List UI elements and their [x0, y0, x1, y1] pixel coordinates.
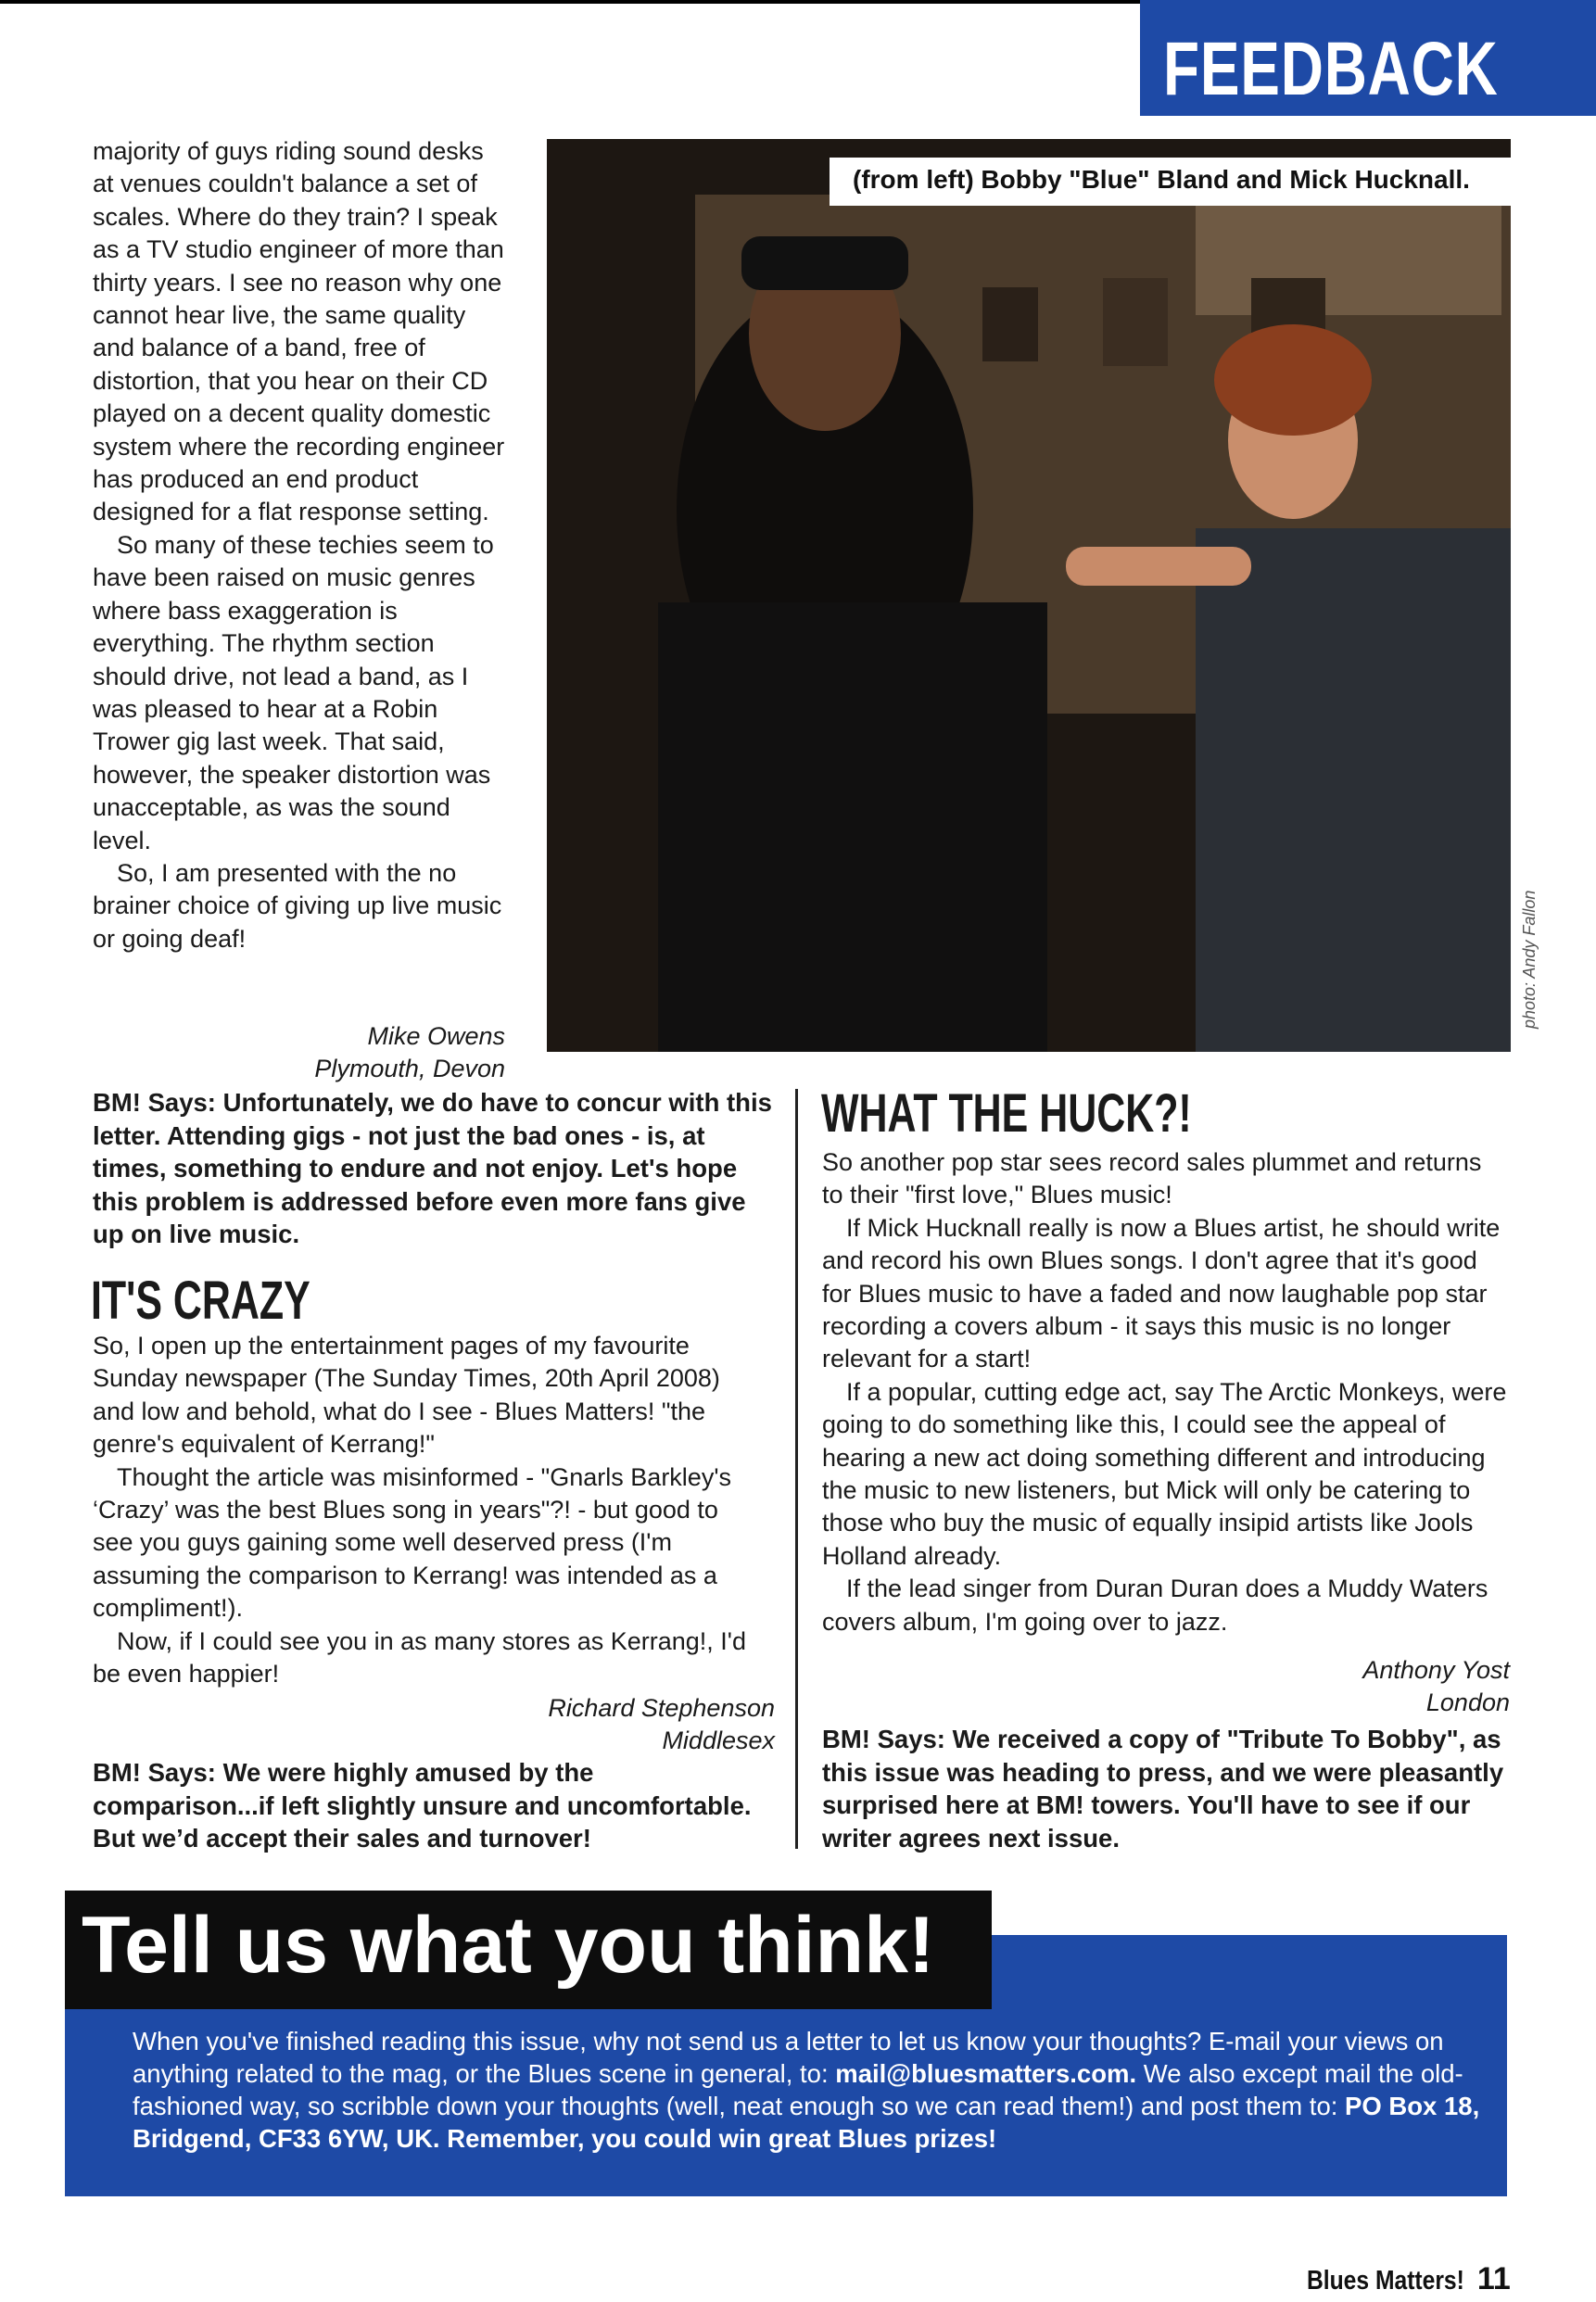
- letter-2-bm-says: BM! Says: We were highly amused by the comparison...if left slightly unsure and uncomfortable. But we’d accept their sales and turnover!: [93, 1758, 752, 1853]
- letter-3-location: London: [1425, 1689, 1510, 1717]
- letter-3: [822, 1146, 1508, 1638]
- letter-3-bm-says: BM! Says: We received a copy of "Tribute To Bobby", as this issue was heading to press, and we were pleasantly surprised here at BM! towers. You'll have to see if our writer agrees next issue.: [822, 1725, 1504, 1853]
- photo: [547, 139, 1511, 1052]
- letter-3-paragraph-1: So another pop star sees record sales plummet and returns to their "first love," Blues music!: [822, 1148, 1482, 1209]
- column-divider: [795, 1089, 798, 1849]
- letter-2: [93, 1330, 760, 1690]
- photo-illustration: [547, 139, 1511, 1052]
- letter-1-location: Plymouth, Devon: [314, 1055, 505, 1083]
- page-footer: [1279, 2261, 1511, 2297]
- letter-1-signature: [93, 1020, 505, 1086]
- letter-3-signature: [822, 1654, 1510, 1720]
- letter-2-paragraph-3: Now, if I could see you in as many stores as Kerrang!, I'd be even happier!: [93, 1626, 746, 1689]
- letter-1-paragraph-3: So, I am presented with the no brainer choice of giving up live music or going deaf!: [93, 858, 502, 953]
- footer-magazine: Blues Matters!: [1306, 2266, 1464, 2296]
- letter-3-paragraph-4: If the lead singer from Duran Duran does a Muddy Waters covers album, I'm going over to jazz.: [822, 1575, 1488, 1636]
- letter-2-signature: [93, 1692, 775, 1758]
- letter-1-bm-says: BM! Says: Unfortunately, we do have to concur with this letter. Attending gigs - not just the bad ones - is, at times, something to endure and not enjoy. Let's hope this problem is addressed before even more fans give up on live music.: [93, 1088, 772, 1248]
- letter-2-location: Middlesex: [662, 1726, 775, 1755]
- letter-1: [93, 135, 510, 955]
- letter-2-paragraph-2: Thought the article was misinformed - "Gnarls Barkley's ‘Crazy’ was the best Blues song in years"?! - but good to see you guys gaining some well deserved press (I'm assuming the comparison to Kerrang! was intended as a compliment!).: [93, 1462, 731, 1623]
- letter-3-paragraph-3: If a popular, cutting edge act, say The Arctic Monkeys, were going to do something like this, I could see the appeal of hearing a new act doing something different and introducing the music to new listeners, but Mick will only be catering to those who buy the music of equally insipid artists like Jools Holland already.: [822, 1377, 1507, 1570]
- letter-1-paragraph-2: So many of these techies seem to have been raised on music genres where bass exaggeration is everything. The rhythm section should drive, not lead a band, as I was pleased to hear at a Robin Trower gig last week. That said, however, the speaker distortion was unacceptable, as was the sound level.: [93, 530, 494, 854]
- letter-2-paragraph-1: So, I open up the entertainment pages of my favourite Sunday newspaper (The Sunday Times, 20th April 2008) and low and behold, what do I see - Blues Matters! "the genre's equivalent of Kerrang!": [93, 1332, 720, 1459]
- footer-page-number: 11: [1476, 2261, 1511, 2296]
- letter-2-author: Richard Stephenson: [548, 1694, 775, 1722]
- letter-3-author: Anthony Yost: [1362, 1656, 1510, 1684]
- letter-2-headline: IT'S CRAZY: [91, 1271, 310, 1331]
- letter-3-headline: WHAT THE HUCK?!: [821, 1083, 1192, 1144]
- letter-1-paragraph-1: majority of guys riding sound desks at venues couldn't balance a set of scales. Where do they train? I speak as a TV studio engineer of more than thirty years. I see no reason why one cannot hear live, the same quality and balance of a band, free of distortion, that you hear on their CD played on a decent quality domestic system where the recording engineer has produced an end product designed for a flat response setting.: [93, 137, 505, 526]
- banner-email-link[interactable]: mail@bluesmatters.com.: [835, 2059, 1137, 2088]
- banner-text: [133, 2025, 1486, 2155]
- banner-text-2: We also except mail the old-fashioned way, so scribble down your thoughts (well, neat enough so we can read them!) and post them to:: [133, 2059, 1463, 2120]
- banner-text-1: When you've finished reading this issue, why not send us a letter to let us know your thoughts? E-mail your views on anything related to the mag, or the Blues scene in general, to:: [133, 2027, 1444, 2088]
- photo-credit: photo: Andy Fallon: [1520, 890, 1539, 1029]
- section-title: FEEDBACK: [1163, 27, 1499, 111]
- photo-caption: (from left) Bobby "Blue" Bland and Mick Hucknall.: [853, 165, 1470, 194]
- letter-1-author: Mike Owens: [367, 1022, 505, 1050]
- letter-3-paragraph-2: If Mick Hucknall really is now a Blues artist, he should write and record his own Blues songs. I don't agree that it's good for Blues music to have a faded and now laughable pop star recording a covers album - it says this music is no longer relevant for a start!: [822, 1213, 1501, 1373]
- banner-headline: Tell us what you think!: [82, 1901, 935, 1990]
- banner-address: PO Box 18, Bridgend, CF33 6YW, UK. Remember, you could win great Blues prizes!: [133, 2092, 1480, 2153]
